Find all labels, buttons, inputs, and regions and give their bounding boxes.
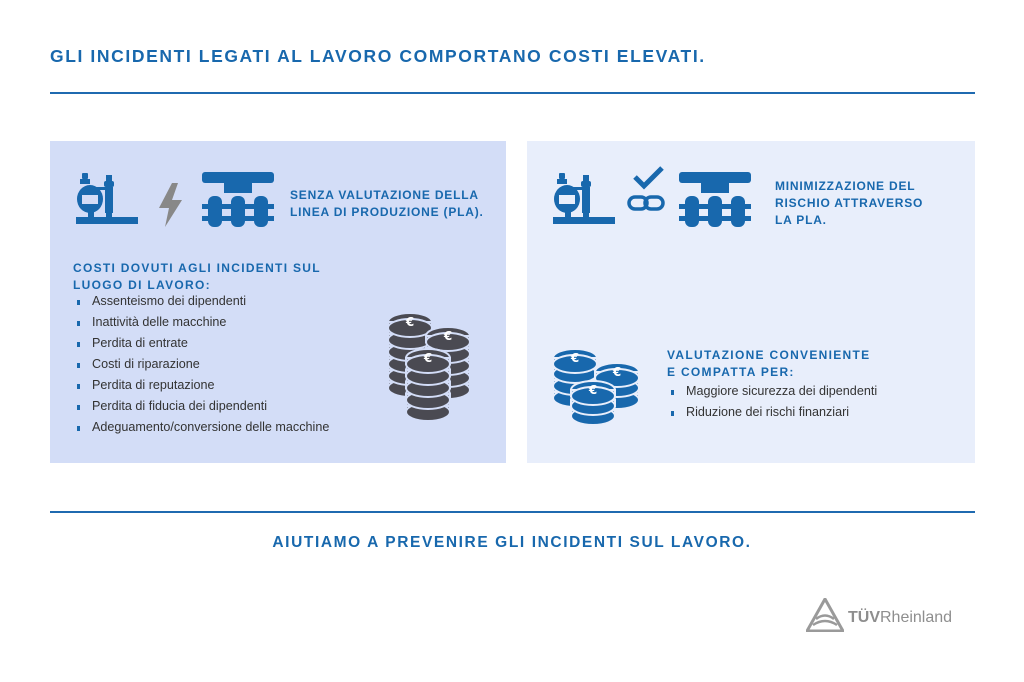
svg-text:€: € bbox=[423, 351, 433, 365]
coin-stack-icon bbox=[386, 311, 472, 423]
costs-list bbox=[73, 291, 329, 438]
svg-text:€: € bbox=[443, 329, 453, 343]
coin-stack-icon bbox=[551, 347, 641, 425]
list-item: Assenteismo dei dipendenti bbox=[73, 291, 329, 312]
right-panel bbox=[527, 141, 975, 463]
page-title: GLI INCIDENTI LEGATI AL LAVORO COMPORTANO COSTI ELEVATI. bbox=[50, 46, 706, 66]
svg-text:€: € bbox=[405, 315, 415, 329]
svg-text:€: € bbox=[588, 383, 598, 397]
list-item: Perdita di reputazione bbox=[73, 375, 329, 396]
bottom-divider bbox=[50, 511, 975, 513]
list-item: Perdita di entrate bbox=[73, 333, 329, 354]
list-item: Maggiore sicurezza dei dipendenti bbox=[667, 381, 877, 402]
svg-text:€: € bbox=[570, 351, 580, 365]
list-item: Adeguamento/conversione delle macchine bbox=[73, 417, 329, 438]
scenario-label: SENZA VALUTAZIONE DELLA LINEA DI PRODUZIONE (PLA). bbox=[290, 188, 484, 219]
lightning-icon bbox=[156, 183, 184, 227]
footer-tagline: AIUTIAMO A PREVENIRE GLI INCIDENTI SUL LAVORO. bbox=[272, 534, 752, 551]
production-line-icon bbox=[679, 172, 753, 230]
list-item: Riduzione dei rischi finanziari bbox=[667, 402, 877, 423]
costs-heading: COSTI DOVUTI AGLI INCIDENTI SUL LUOGO DI LAVORO: bbox=[73, 261, 321, 292]
list-item: Costi di riparazione bbox=[73, 354, 329, 375]
scenario-label: MINIMIZZAZIONE DEL RISCHIO ATTRAVERSO LA PLA. bbox=[775, 179, 924, 227]
benefits-list bbox=[667, 381, 877, 423]
chain-link-icon bbox=[627, 193, 667, 213]
brand-name: TÜVRheinland bbox=[848, 609, 953, 626]
list-item: Perdita di fiducia dei dipendenti bbox=[73, 396, 329, 417]
tuv-rheinland-logo-icon bbox=[806, 598, 844, 632]
industrial-plant-icon bbox=[553, 173, 617, 227]
benefits-heading: VALUTAZIONE CONVENIENTE E COMPATTA PER: bbox=[667, 348, 871, 379]
list-item: Inattività delle macchine bbox=[73, 312, 329, 333]
production-line-icon bbox=[202, 172, 276, 230]
svg-text:€: € bbox=[612, 365, 622, 379]
left-panel bbox=[50, 141, 506, 463]
industrial-plant-icon bbox=[76, 173, 140, 227]
top-divider bbox=[50, 92, 975, 94]
